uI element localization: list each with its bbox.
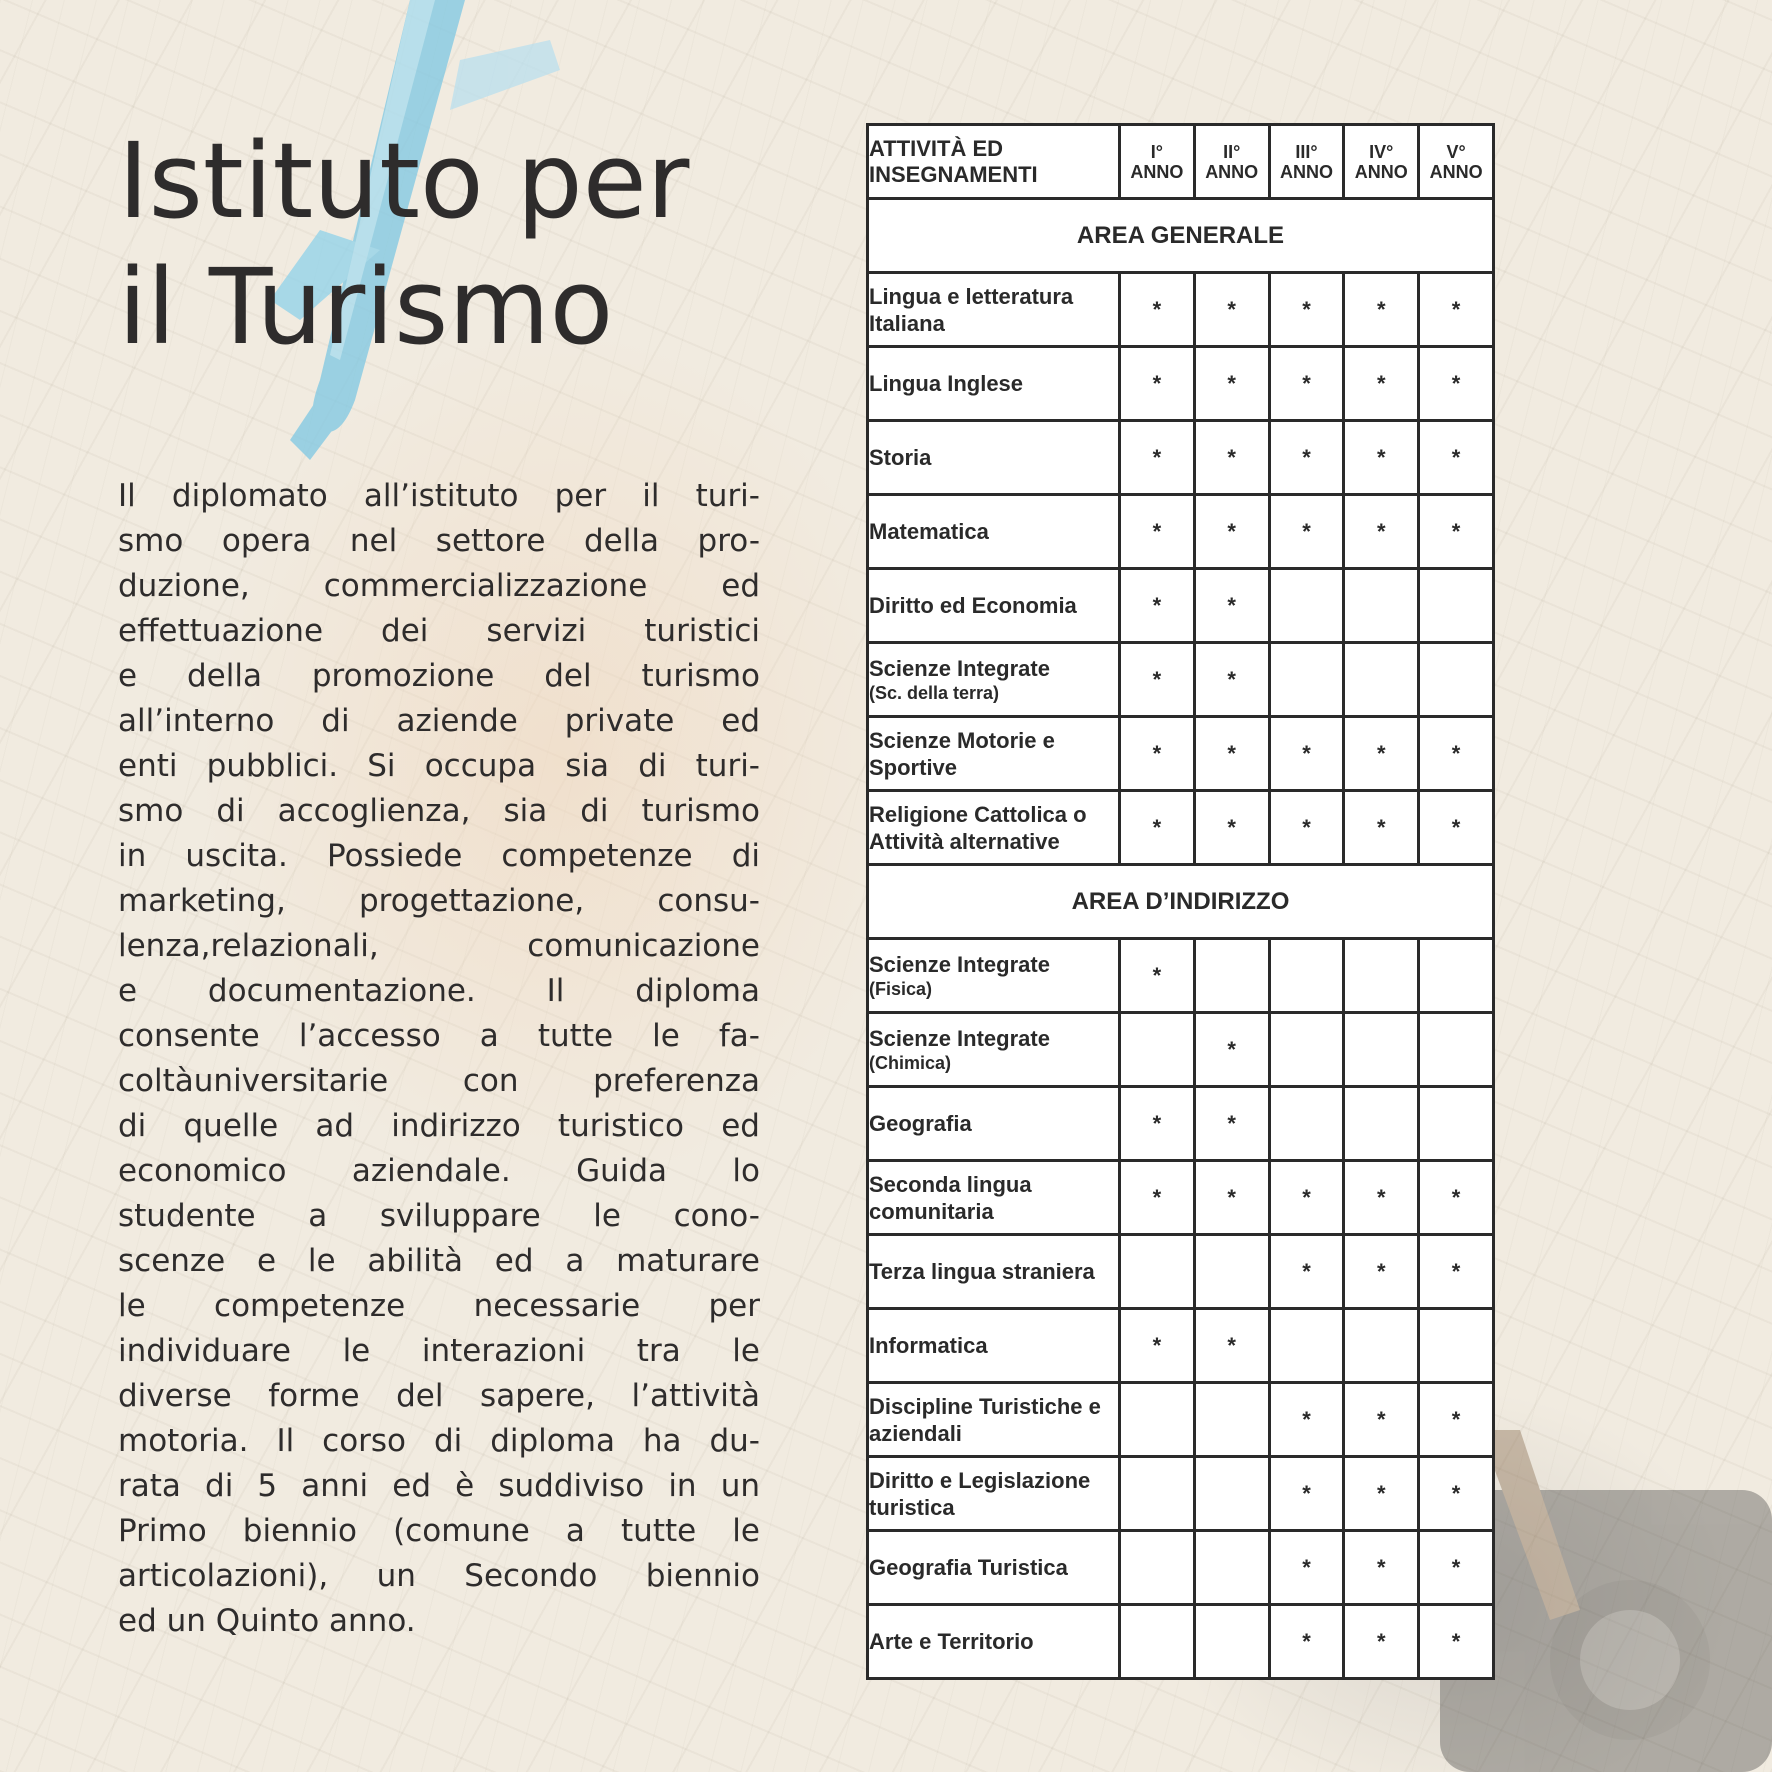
year-empty-cell: [1344, 939, 1419, 1013]
table-row: [868, 347, 1494, 421]
year-mark-cell: *: [1194, 1087, 1269, 1161]
year-ordinal: III°: [1295, 141, 1318, 162]
subject-name: Lingua Inglese: [869, 371, 1024, 396]
description-line: individuare le interazioni tra le: [118, 1333, 760, 1369]
year-empty-cell: [1194, 939, 1269, 1013]
year-mark-cell: *: [1344, 273, 1419, 347]
year-column-header: [1344, 125, 1419, 199]
year-ordinal: II°: [1223, 141, 1241, 162]
year-mark-cell: *: [1344, 495, 1419, 569]
subject-name: Storia: [869, 445, 932, 470]
year-empty-cell: [1344, 1013, 1419, 1087]
subject-name: Scienze Motorie e Sportive: [869, 727, 1055, 780]
year-mark-cell: *: [1344, 347, 1419, 421]
description-line: consente l’accesso a tutte le fa-: [118, 1018, 760, 1054]
year-mark-cell: *: [1419, 495, 1494, 569]
year-mark-cell: *: [1344, 1235, 1419, 1309]
curriculum-table: [866, 123, 1495, 1680]
year-mark-cell: *: [1269, 1383, 1344, 1457]
year-mark-cell: *: [1269, 1235, 1344, 1309]
year-mark-cell: *: [1344, 717, 1419, 791]
year-mark-cell: *: [1419, 1531, 1494, 1605]
year-empty-cell: [1344, 1309, 1419, 1383]
table-row: [868, 1087, 1494, 1161]
year-mark-cell: *: [1269, 347, 1344, 421]
subject-note: (Sc. della terra): [869, 682, 1000, 703]
subject-name: Terza lingua straniera: [869, 1259, 1095, 1284]
subject-name: Diritto ed Economia: [869, 593, 1077, 618]
title-line: Istituto per: [118, 120, 690, 242]
table-row: [868, 421, 1494, 495]
table-row: [868, 939, 1494, 1013]
year-mark-cell: *: [1194, 347, 1269, 421]
year-mark-cell: *: [1194, 569, 1269, 643]
year-mark-cell: *: [1269, 1457, 1344, 1531]
subject-note: (Fisica): [869, 978, 933, 999]
table-row: [868, 1531, 1494, 1605]
year-mark-cell: *: [1194, 1309, 1269, 1383]
subject-cell: [868, 1161, 1120, 1235]
table-row: [868, 1013, 1494, 1087]
year-empty-cell: [1194, 1457, 1269, 1531]
year-mark-cell: *: [1269, 1531, 1344, 1605]
year-empty-cell: [1344, 569, 1419, 643]
subject-cell: [868, 569, 1120, 643]
year-word: ANNO: [1354, 161, 1408, 182]
subject-cell: [868, 1013, 1120, 1087]
year-empty-cell: [1269, 939, 1344, 1013]
table-row: [868, 1235, 1494, 1309]
year-empty-cell: [1120, 1531, 1195, 1605]
year-empty-cell: [1194, 1531, 1269, 1605]
table-row: [868, 569, 1494, 643]
year-mark-cell: *: [1344, 1531, 1419, 1605]
year-empty-cell: [1344, 643, 1419, 717]
year-mark-cell: *: [1120, 717, 1195, 791]
description-line: e della promozione del turismo: [118, 658, 760, 694]
year-empty-cell: [1419, 939, 1494, 1013]
subject-cell: [868, 1087, 1120, 1161]
year-word: ANNO: [1130, 161, 1184, 182]
year-empty-cell: [1419, 569, 1494, 643]
year-column-header: [1194, 125, 1269, 199]
page-title: [118, 118, 689, 370]
table-row: [868, 791, 1494, 865]
year-mark-cell: *: [1269, 1605, 1344, 1679]
year-mark-cell: *: [1344, 1605, 1419, 1679]
description-line: e documentazione. Il diploma: [118, 973, 760, 1009]
year-mark-cell: *: [1194, 273, 1269, 347]
subject-name: Discipline Turistiche e aziendali: [869, 1393, 1101, 1446]
year-mark-cell: *: [1419, 1235, 1494, 1309]
year-empty-cell: [1269, 569, 1344, 643]
year-mark-cell: *: [1419, 717, 1494, 791]
year-empty-cell: [1269, 643, 1344, 717]
year-empty-cell: [1269, 1309, 1344, 1383]
description-line: duzione, commercializzazione ed: [118, 568, 760, 604]
year-mark-cell: *: [1419, 1161, 1494, 1235]
subject-name: Religione Cattolica o Attività alternative: [869, 801, 1087, 854]
table-row: [868, 717, 1494, 791]
year-column-header: [1269, 125, 1344, 199]
subject-name: Diritto e Legislazione turistica: [869, 1467, 1091, 1520]
year-mark-cell: *: [1344, 1161, 1419, 1235]
title-line: il Turismo: [118, 246, 614, 368]
description-line: enti pubblici. Si occupa sia di turi-: [118, 748, 760, 784]
description-line: coltàuniversitarie con preferenza: [118, 1063, 760, 1099]
year-empty-cell: [1120, 1605, 1195, 1679]
subject-cell: [868, 1235, 1120, 1309]
year-empty-cell: [1419, 1309, 1494, 1383]
year-mark-cell: *: [1269, 495, 1344, 569]
description-line: lenza,relazionali, comunicazione: [118, 928, 760, 964]
description-line: smo opera nel settore della pro-: [118, 523, 760, 559]
subject-cell: [868, 347, 1120, 421]
area-section-title: AREA D’INDIRIZZO: [868, 865, 1494, 939]
description-line: effettuazione dei servizi turistici: [118, 613, 760, 649]
year-mark-cell: *: [1120, 1087, 1195, 1161]
description-line: Il diplomato all’istituto per il turi-: [118, 478, 760, 514]
year-mark-cell: *: [1419, 421, 1494, 495]
year-empty-cell: [1120, 1235, 1195, 1309]
year-mark-cell: *: [1194, 1013, 1269, 1087]
year-word: ANNO: [1279, 161, 1333, 182]
year-mark-cell: *: [1120, 569, 1195, 643]
year-empty-cell: [1269, 1087, 1344, 1161]
description-line: marketing, progettazione, consu-: [118, 883, 760, 919]
year-empty-cell: [1194, 1235, 1269, 1309]
header-label-line: INSEGNAMENTI: [869, 161, 1038, 187]
subject-cell: [868, 273, 1120, 347]
year-empty-cell: [1344, 1087, 1419, 1161]
year-mark-cell: *: [1120, 643, 1195, 717]
year-word: ANNO: [1205, 161, 1259, 182]
year-mark-cell: *: [1194, 421, 1269, 495]
table-row: [868, 1383, 1494, 1457]
year-mark-cell: *: [1269, 273, 1344, 347]
year-mark-cell: *: [1269, 1161, 1344, 1235]
subject-cell: [868, 1457, 1120, 1531]
header-label-line: ATTIVITÀ ED: [869, 135, 1004, 161]
year-mark-cell: *: [1269, 717, 1344, 791]
year-mark-cell: *: [1344, 791, 1419, 865]
description-paragraph: [118, 474, 760, 1644]
subject-name: Geografia Turistica: [869, 1555, 1068, 1580]
year-mark-cell: *: [1194, 1161, 1269, 1235]
description-line: diverse forme del sapere, l’attività: [118, 1378, 760, 1414]
description-line: studente a sviluppare le cono-: [118, 1198, 760, 1234]
year-mark-cell: *: [1120, 495, 1195, 569]
description-line: economico aziendale. Guida lo: [118, 1153, 760, 1189]
subject-cell: [868, 939, 1120, 1013]
area-section-row: [868, 865, 1494, 939]
subject-cell: [868, 1531, 1120, 1605]
subject-name: Seconda lingua comunitaria: [869, 1171, 1032, 1224]
description-line: articolazioni), un Secondo biennio: [118, 1558, 760, 1594]
year-mark-cell: *: [1194, 717, 1269, 791]
subject-cell: [868, 643, 1120, 717]
year-mark-cell: *: [1120, 421, 1195, 495]
table-row: [868, 495, 1494, 569]
table-row: [868, 1161, 1494, 1235]
year-mark-cell: *: [1120, 1161, 1195, 1235]
year-empty-cell: [1120, 1383, 1195, 1457]
subject-name: Scienze Integrate: [869, 951, 1050, 977]
year-ordinal: IV°: [1369, 141, 1394, 162]
year-mark-cell: *: [1419, 347, 1494, 421]
description-line: motoria. Il corso di diploma ha du-: [118, 1423, 760, 1459]
subject-name: Informatica: [869, 1333, 988, 1358]
year-mark-cell: *: [1120, 791, 1195, 865]
year-column-header: [1120, 125, 1195, 199]
year-empty-cell: [1120, 1013, 1195, 1087]
area-section-title: AREA GENERALE: [868, 199, 1494, 273]
year-ordinal: V°: [1446, 141, 1466, 162]
table-row: [868, 1605, 1494, 1679]
subject-name: Arte e Territorio: [869, 1629, 1034, 1654]
description-line: le competenze necessarie per: [118, 1288, 760, 1324]
year-mark-cell: *: [1419, 273, 1494, 347]
subject-cell: [868, 495, 1120, 569]
year-empty-cell: [1419, 1013, 1494, 1087]
year-empty-cell: [1419, 643, 1494, 717]
description-line: all’interno di aziende private ed: [118, 703, 760, 739]
subject-name: Lingua e letteratura Italiana: [869, 283, 1074, 336]
year-mark-cell: *: [1419, 1383, 1494, 1457]
subject-cell: [868, 717, 1120, 791]
year-mark-cell: *: [1269, 421, 1344, 495]
year-mark-cell: *: [1120, 939, 1195, 1013]
subject-cell: [868, 1383, 1120, 1457]
year-empty-cell: [1269, 1013, 1344, 1087]
table-header-row: [868, 125, 1494, 199]
year-mark-cell: *: [1419, 1457, 1494, 1531]
table-row: [868, 273, 1494, 347]
year-mark-cell: *: [1344, 1457, 1419, 1531]
year-empty-cell: [1194, 1383, 1269, 1457]
year-mark-cell: *: [1194, 643, 1269, 717]
table-row: [868, 1309, 1494, 1383]
year-mark-cell: *: [1269, 791, 1344, 865]
subject-cell: [868, 1309, 1120, 1383]
year-column-header: [1419, 125, 1494, 199]
year-mark-cell: *: [1419, 1605, 1494, 1679]
subject-name: Matematica: [869, 519, 989, 544]
subjects-column-header: [868, 125, 1120, 199]
subject-name: Scienze Integrate: [869, 655, 1050, 681]
year-mark-cell: *: [1344, 1383, 1419, 1457]
year-empty-cell: [1120, 1457, 1195, 1531]
table-row: [868, 643, 1494, 717]
description-line: ed un Quinto anno.: [118, 1603, 416, 1639]
subject-note: (Chimica): [869, 1052, 952, 1073]
description-line: rata di 5 anni ed è suddiviso in un: [118, 1468, 760, 1504]
description-line: in uscita. Possiede competenze di: [118, 838, 760, 874]
year-mark-cell: *: [1344, 421, 1419, 495]
description-line: di quelle ad indirizzo turistico ed: [118, 1108, 760, 1144]
table-row: [868, 1457, 1494, 1531]
year-mark-cell: *: [1194, 791, 1269, 865]
description-line: Primo biennio (comune a tutte le: [118, 1513, 760, 1549]
year-mark-cell: *: [1120, 347, 1195, 421]
subject-cell: [868, 421, 1120, 495]
year-word: ANNO: [1429, 161, 1483, 182]
subject-name: Scienze Integrate: [869, 1025, 1050, 1051]
year-empty-cell: [1194, 1605, 1269, 1679]
year-mark-cell: *: [1194, 495, 1269, 569]
description-line: scenze e le abilità ed a maturare: [118, 1243, 760, 1279]
year-mark-cell: *: [1120, 1309, 1195, 1383]
subject-cell: [868, 791, 1120, 865]
area-section-row: [868, 199, 1494, 273]
description-line: smo di accoglienza, sia di turismo: [118, 793, 760, 829]
year-mark-cell: *: [1120, 273, 1195, 347]
year-empty-cell: [1419, 1087, 1494, 1161]
subject-cell: [868, 1605, 1120, 1679]
subject-name: Geografia: [869, 1111, 972, 1136]
year-ordinal: I°: [1150, 141, 1163, 162]
year-mark-cell: *: [1419, 791, 1494, 865]
